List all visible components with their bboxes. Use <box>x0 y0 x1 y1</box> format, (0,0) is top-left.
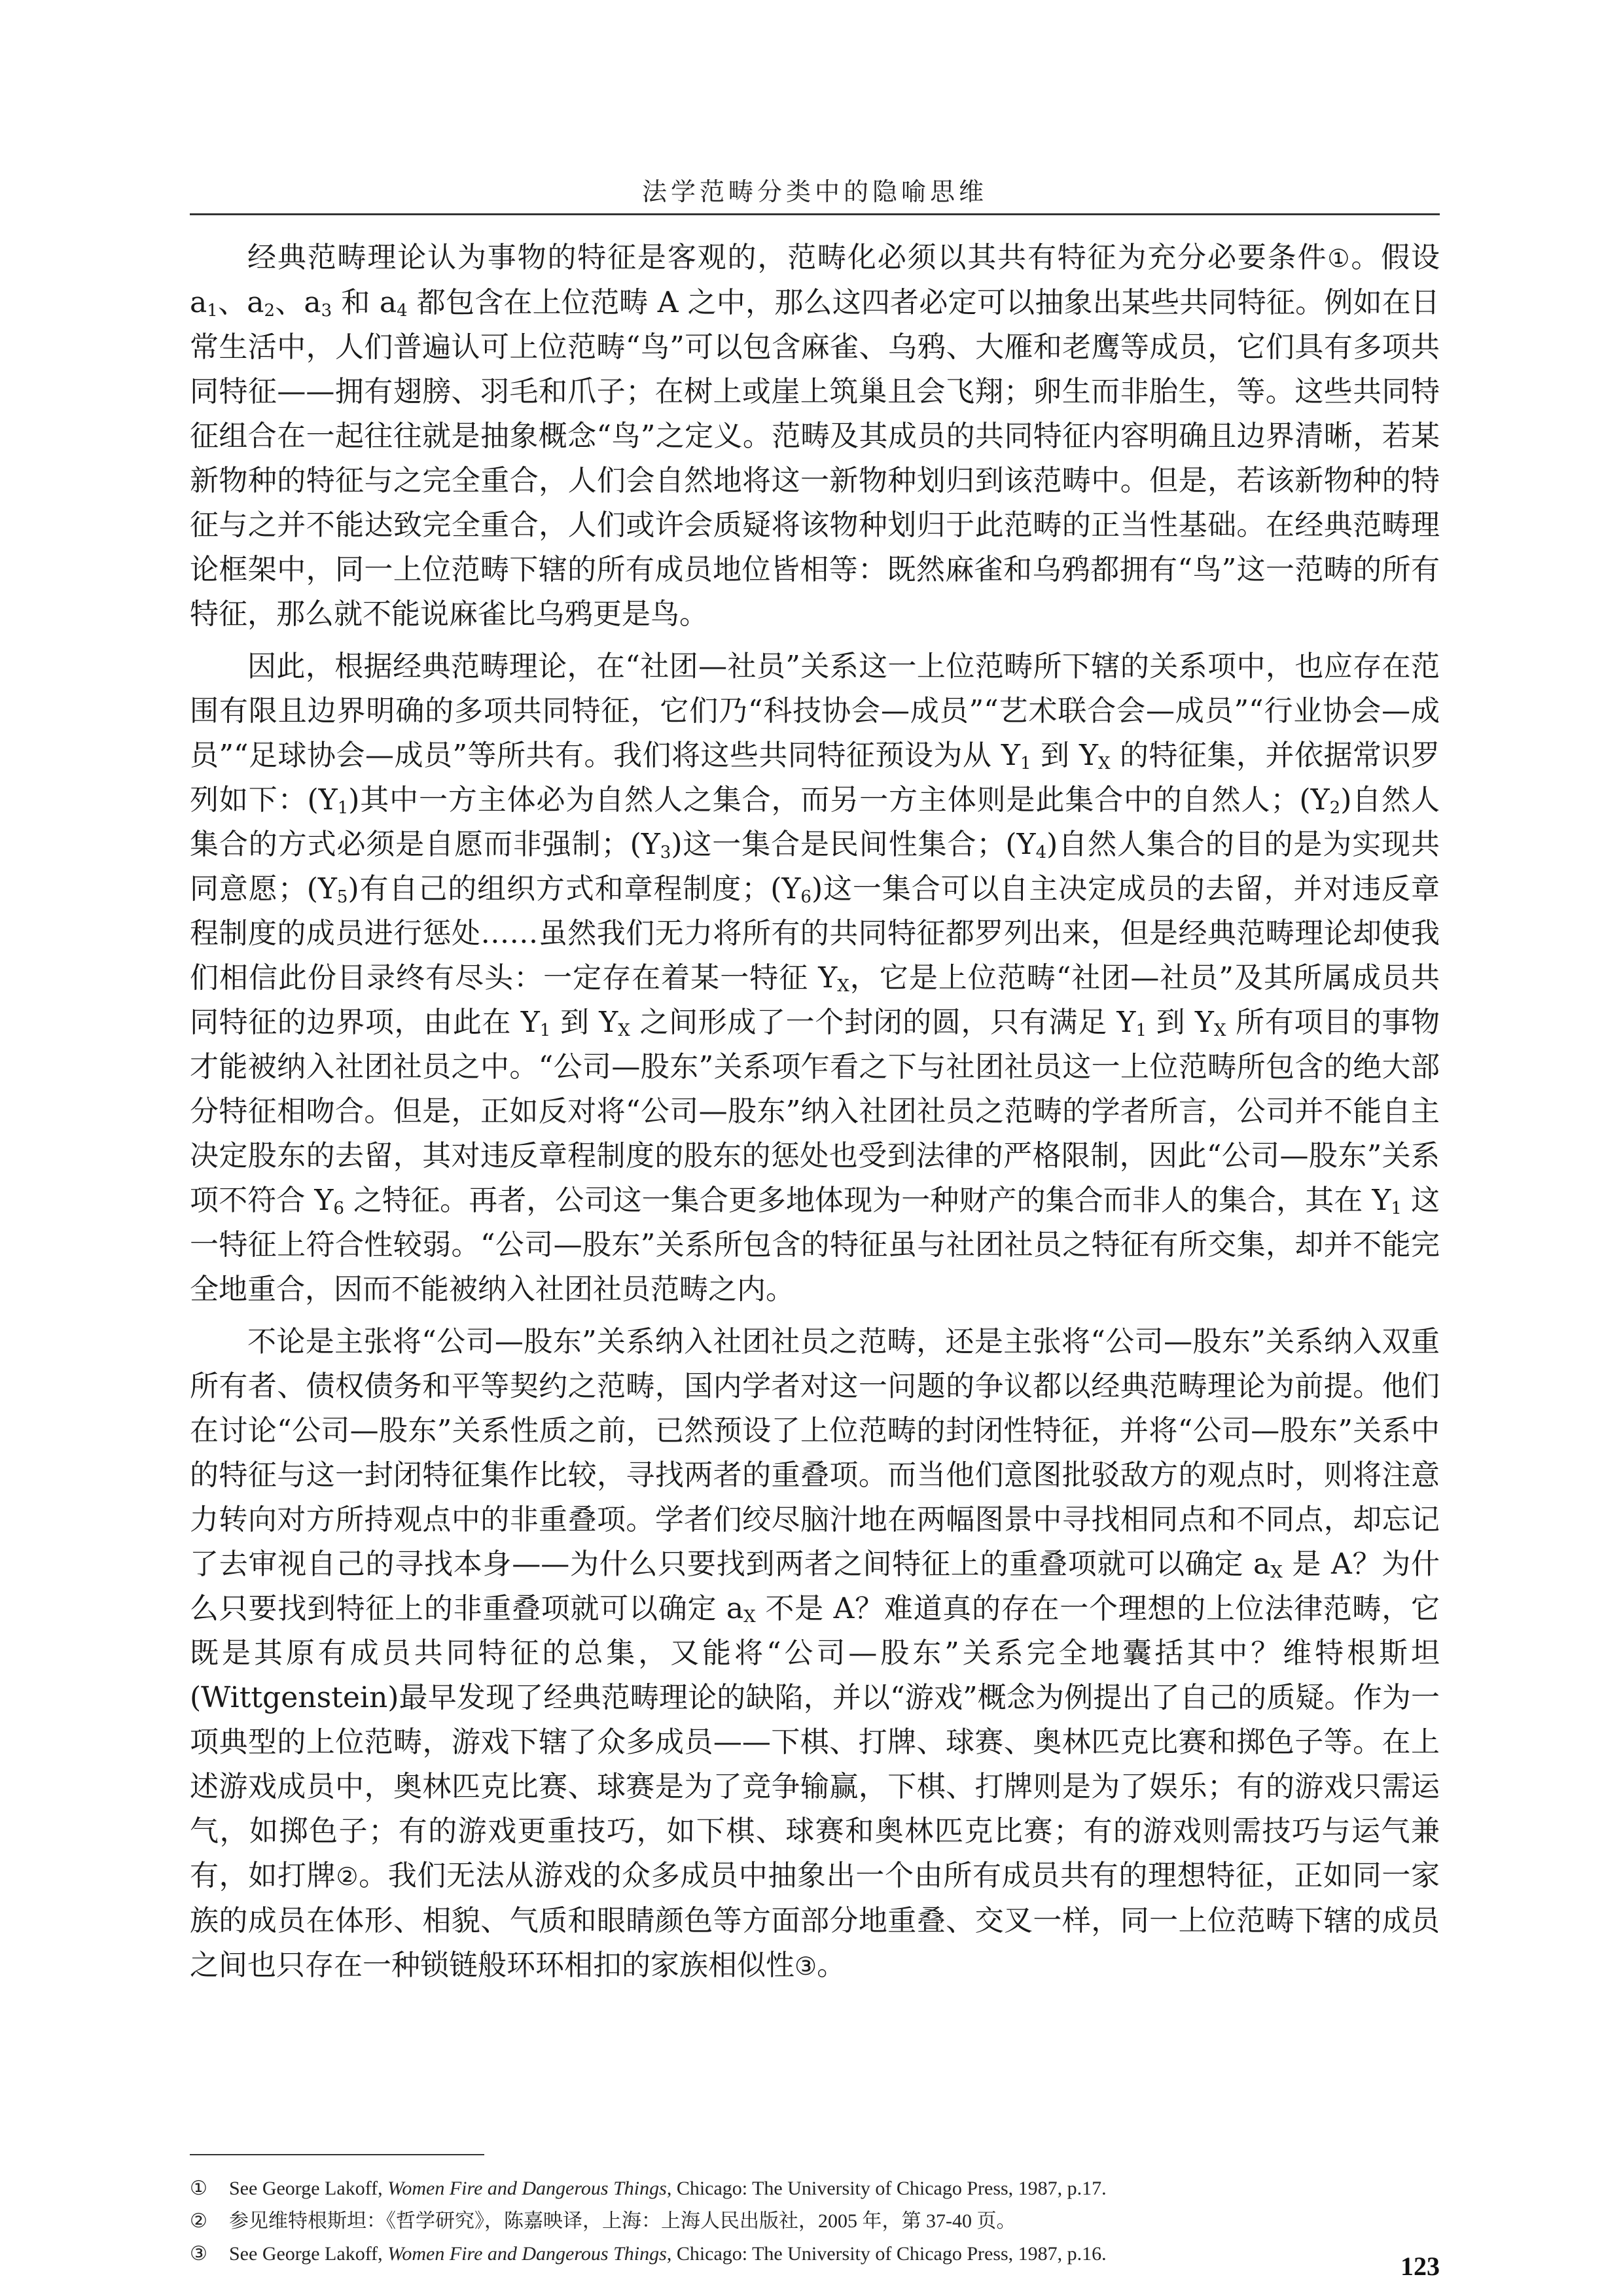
footnote-number: ② <box>190 2210 207 2232</box>
header-rule <box>190 213 1440 215</box>
footnote-2: ② 参见维特根斯坦：《哲学研究》，陈嘉映译，上海：上海人民出版社，2005 年，第 37-40 页。 <box>190 2205 1440 2238</box>
footnote-ref-1[interactable]: ① <box>1327 244 1351 273</box>
paragraph-3: 不论是主张将“公司—股东”关系纳入社团社员之范畴，还是主张将“公司—股东”关系纳入双重所有者、债权债务和平等契约之范畴，国内学者对这一问题的争议都以经典范畴理论为前提。他们在讨论“公司—股东”关系性质之前，已然预设了上位范畴的封闭性特征，并将“公司—股东”关系中的特征与这一封闭特征集作比较，寻找两者的重叠项。而当他们意图批驳敌方的观点时，则将注意力转向对方所持观点中的非重叠项。学者们绞尽脑汁地在两幅图景中寻找相同点和不同点，却忘记了去审视自己的寻找本身——为什么只要找到两者之间特征上的重叠项就可以确定 $a_X$ 是 A？为什么只要找到特征上的非重叠项就可以确定 $a_X$ 不是 A？难道真的存在一个理想的上位法律范畴，它既是其原有成员共同特征的总集，又能将“公司—股东”关系完全地囊括其中？维特根斯坦(Wittgenstein)最早发现了经典范畴理论的缺陷，并以“游戏”概念为例提出了自己的质疑。作为一项典型的上位范畴，游戏下辖了众多成员——下棋、打牌、球赛、奥林匹克比赛和掷色子等。在上述游戏成员中，奥林匹克比赛、球赛是为了竞争输赢，下棋、打牌则是为了娱乐；有的游戏只需运气，如掷色子；有的游戏更重技巧，如下棋、球赛和奥林匹克比赛；有的游戏则需技巧与运气兼有，如打牌②。我们无法从游戏的众多成员中抽象出一个由所有成员共有的理想特征，正如同一家族的成员在体形、相貌、气质和眼睛颜色等方面部分地重叠、交叉一样，同一上位范畴下辖的成员之间也只存在一种锁链般环环相扣的家族相似性③。 <box>190 1325 1440 1982</box>
footnote-number: ③ <box>190 2243 207 2265</box>
book-title: Women Fire and Dangerous Things <box>387 2178 667 2199</box>
body-text <box>190 236 1440 1996</box>
paragraph-2: 因此，根据经典范畴理论，在“社团—社员”关系这一上位范畴所下辖的关系项中，也应存在范围有限且边界明确的多项共同特征，它们乃“科技协会—成员”“艺术联合会—成员”“行业协会—成员”“足球协会—成员”等所共有。我们将这些共同特征预设为从 $Y_1$ 到 $Y_X$ 的特征集，并依据常识罗列如下：$(Y_1)$其中一方主体必为自然人之集合，而另一方主体则是此集合中的自然人；$(Y_2)$自然人集合的方式必须是自愿而非强制；$(Y_3)$这一集合是民间性集合；$(Y_4)$自然人集合的目的是为实现共同意愿；$(Y_5)$有自己的组织方式和章程制度；$(Y_6)$这一集合可以自主决定成员的去留，并对违反章程制度的成员进行惩处……虽然我们无力将所有的共同特征都罗列出来，但是经典范畴理论却使我们相信此份目录终有尽头：一定存在着某一特征 $Y_X$，它是上位范畴“社团—社员”及其所属成员共同特征的边界项，由此在 $Y_1$ 到 $Y_X$ 之间形成了一个封闭的圆，只有满足 $Y_1$ 到 $Y_X$ 所有项目的事物才能被纳入社团社员之中。“公司—股东”关系项乍看之下与社团社员这一上位范畴所包含的绝大部分特征相吻合。但是，正如反对将“公司—股东”纳入社团社员之范畴的学者所言，公司并不能自主决定股东的去留，其对违反章程制度的股东的惩处也受到法律的严格限制，因此“公司—股东”关系项不符合 $Y_6$ 之特征。再者，公司这一集合更多地体现为一种财产的集合而非人的集合，其在 $Y_1$ 这一特征上符合性较弱。“公司—股东”关系所包含的特征虽与社团社员之特征有所交集，却并不能完全地重合，因而不能被纳入社团社员范畴之内。 <box>190 650 1440 1306</box>
footnote-ref-3[interactable]: ③ <box>794 1952 817 1981</box>
footnote-3: ③ See George Lakoff, Women Fire and Dangerous Things, Chicago: The University of Chicago Press, 1987, p.16. <box>190 2238 1440 2270</box>
footnote-rule <box>190 2154 484 2155</box>
page-number: 123 <box>1400 2252 1440 2281</box>
running-header: 法学范畴分类中的隐喻思维 <box>641 177 988 206</box>
footnotes <box>190 2172 1440 2270</box>
paragraph-1: 经典范畴理论认为事物的特征是客观的，范畴化必须以其共有特征为充分必要条件①。假设 $a_1$、$a_2$、$a_3$ 和 $a_4$ 都包含在上位范畴 A 之中，那么这四者必定可以抽象出某些共同特征。例如在日常生活中，人们普遍认可上位范畴“鸟”可以包含麻雀、乌鸦、大雁和老鹰等成员，它们具有多项共同特征——拥有翅膀、羽毛和爪子；在树上或崖上筑巢且会飞翔；卵生而非胎生，等。这些共同特征组合在一起往往就是抽象概念“鸟”之定义。范畴及其成员的共同特征内容明确且边界清晰，若某新物种的特征与之完全重合，人们会自然地将这一新物种划归到该范畴中。但是，若该新物种的特征与之并不能达致完全重合，人们或许会质疑将该物种划归于此范畴的正当性基础。在经典范畴理论框架中，同一上位范畴下辖的所有成员地位皆相等：既然麻雀和乌鸦都拥有“鸟”这一范畴的所有特征，那么就不能说麻雀比乌鸦更是鸟。 <box>190 241 1440 631</box>
footnote-number: ① <box>190 2178 207 2199</box>
footnote-ref-2[interactable]: ② <box>336 1862 359 1891</box>
book-title: Women Fire and Dangerous Things <box>387 2243 667 2265</box>
footnote-1: ① See George Lakoff, Women Fire and Dangerous Things, Chicago: The University of Chicago Press, 1987, p.17. <box>190 2172 1440 2205</box>
